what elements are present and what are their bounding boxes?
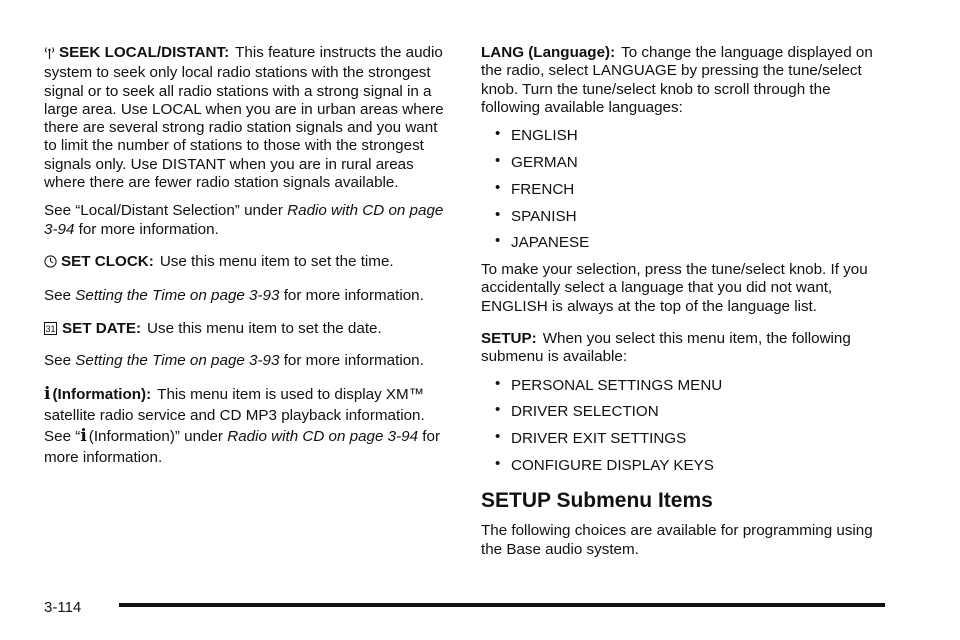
see-local-suffix: for more information. [78, 220, 219, 238]
page-number: 3-114 [44, 599, 82, 616]
see-date-suffix: for more information. [283, 351, 424, 369]
info-icon: i [44, 384, 51, 405]
clock-label: SET CLOCK: [61, 252, 154, 270]
lang-note: To make your selection, press the tune/select knob. If you accidentally select a language that you did not want, ENGLISH is always at the top of the language list. [481, 261, 868, 315]
calendar-icon: 31 [45, 323, 56, 334]
list-item: • DRIVER SELECTION [495, 403, 891, 421]
setup-text: When you select this menu item, the following submenu is available: [481, 330, 851, 366]
section-heading: SETUP Submenu Items [481, 489, 713, 513]
info-text2: (Information)” under [88, 428, 223, 446]
list-item: • SPANISH [495, 208, 891, 226]
info-suffix: for more information. [44, 428, 441, 466]
clock-icon [44, 255, 57, 273]
date-paragraph [44, 320, 454, 338]
info-text: This menu item is used to display XM™ satellite radio service and CD MP3 playback information. See “ [44, 386, 425, 446]
clock-paragraph [44, 253, 454, 273]
footer-rule [119, 603, 885, 607]
seek-paragraph [44, 44, 454, 192]
see-local-ref: Radio with CD on page 3-94 [44, 202, 444, 238]
list-item: • FRENCH [495, 181, 891, 199]
info-label: (Information): [52, 386, 152, 404]
date-text: Use this menu item to set the date. [147, 319, 382, 337]
see-clock-ref: Setting the Time on page 3-93 [75, 287, 280, 305]
date-label: SET DATE: [62, 319, 142, 337]
setup-label: SETUP: [481, 330, 537, 348]
right-column [481, 44, 891, 569]
see-local-paragraph [44, 202, 454, 239]
info-ref: Radio with CD on page 3-94 [227, 428, 419, 446]
antenna-icon [44, 46, 55, 64]
see-clock-paragraph [44, 287, 454, 305]
see-local-prefix: See “Local/Distant Selection” under [44, 202, 283, 220]
lang-text: To change the language displayed on the radio, select LANGUAGE by pressing the tune/select knob. Turn the tune/select knob to scroll through the following available languages: [481, 44, 873, 116]
see-date-paragraph [44, 352, 454, 370]
closing-paragraph: The following choices are available for programming using the Base audio system. [481, 522, 873, 558]
see-date-ref: Setting the Time on page 3-93 [75, 351, 280, 369]
info-paragraph [44, 384, 454, 468]
see-clock-prefix: See [44, 287, 72, 305]
left-column [44, 44, 454, 478]
see-date-prefix: See [44, 351, 72, 369]
see-clock-suffix: for more information. [283, 287, 424, 305]
seek-text: This feature instructs the audio system to seek only local radio stations with the strongest signal or to seek all radio stations with a strong signal in a large area. Use LOCAL when you are in urban areas where there are several strong radio station signals and you want to limit the number of stations to those with the strongest signals only. Use DISTANT when you are in rural areas where there are fewer radio station signals available. [44, 44, 444, 192]
info-inline-icon: i [80, 426, 87, 447]
lang-paragraph [481, 44, 891, 117]
setup-paragraph [481, 330, 891, 367]
list-item: • CONFIGURE DISPLAY KEYS [495, 457, 891, 475]
list-item: • DRIVER EXIT SETTINGS [495, 430, 891, 448]
list-item: • JAPANESE [495, 234, 891, 252]
list-item: • ENGLISH [495, 127, 891, 145]
setup-list [481, 377, 891, 476]
list-item: • GERMAN [495, 154, 891, 172]
lang-label: LANG (Language): [481, 44, 616, 61]
seek-label: SEEK LOCAL/DISTANT: [59, 44, 230, 61]
language-list [481, 127, 891, 252]
list-item: • PERSONAL SETTINGS MENU [495, 377, 891, 395]
clock-text: Use this menu item to set the time. [159, 252, 394, 270]
